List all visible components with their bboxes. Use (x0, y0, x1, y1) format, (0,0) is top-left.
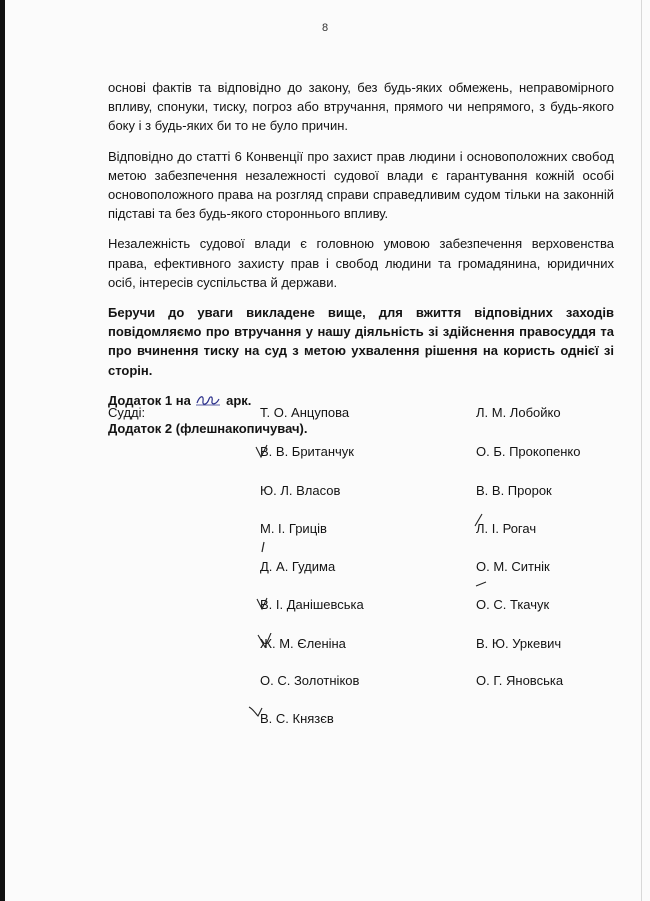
judge-left-1: Т. О. Анцупова (260, 405, 350, 420)
judge-left-5: Д. А. Гудима (260, 559, 336, 574)
handwritten-page-count (195, 393, 221, 407)
judge-left-4: М. І. Гриців (260, 521, 327, 536)
judges-label: Судді: (108, 405, 146, 420)
signature-tick (474, 576, 490, 592)
signature-tick (248, 704, 264, 720)
judge-left-9: В. С. Князєв (260, 711, 334, 726)
judge-left-2: В. В. Британчук (260, 444, 354, 459)
signature-tick (256, 633, 272, 649)
paragraph-3: Незалежність судової влади є головною умовою забезпечення верховенства права, ефективного захисту прав і свобод людини та громадянина, юридичних осіб, інтересів суспільства й держави. (108, 236, 614, 290)
page-number: 8 (321, 22, 329, 34)
judge-right-1: Л. М. Лобойко (476, 405, 561, 420)
judge-right-3: В. В. Пророк (476, 483, 552, 498)
judge-left-6: В. І. Данішевська (260, 597, 364, 612)
attachment-1-suffix: арк. (226, 392, 252, 408)
scan-edge (0, 0, 5, 901)
judge-left-3: Ю. Л. Власов (260, 483, 341, 498)
judge-right-5: О. М. Ситнік (476, 559, 550, 574)
attachment-2: Додаток 2 (флешнакопичувач). (108, 421, 308, 437)
paragraph-4: Беручи до уваги викладене вище, для вжиття відповідних заходів повідомляємо про втручання у нашу діяльність зі здійснення правосуддя та про вчинення тиску на суд з метою ухвалення рішення на користь однієї зі сторін. (108, 305, 614, 378)
judge-right-7: В. Ю. Уркевич (476, 636, 562, 651)
letter-body (108, 78, 614, 447)
signature-tick (255, 595, 271, 611)
judge-right-2: О. Б. Прокопенко (476, 444, 581, 459)
judge-right-4: Л. І. Рогач (476, 521, 537, 536)
attachment-1-prefix: Додаток 1 на (108, 392, 191, 408)
judge-left-7: Ж. М. Єленіна (260, 636, 346, 651)
paragraph-2: Відповідно до статті 6 Конвенції про захист прав людини і основоположних свобод метою забезпечення незалежності судової влади є гарантування кожній особі основоположного права на розгляд справи справедливим судом тільки на законній підставі та без будь-якого стороннього впливу. (108, 148, 614, 222)
signature-tick (258, 540, 274, 556)
judge-right-8: О. Г. Яновська (476, 673, 564, 688)
judge-right-6: О. С. Ткачук (476, 597, 550, 612)
signature-tick (254, 444, 270, 460)
judge-left-8: О. С. Золотніков (260, 673, 360, 688)
signature-tick (472, 512, 488, 528)
paragraph-1: основі фактів та відповідно до закону, без будь-яких обмежень, неправомірного впливу, спонуки, тиску, погроз або втручання, прямого чи непрямого, з будь-якого боку і з будь-яких би то не було причин. (108, 80, 614, 134)
scan-edge-right (641, 0, 642, 901)
